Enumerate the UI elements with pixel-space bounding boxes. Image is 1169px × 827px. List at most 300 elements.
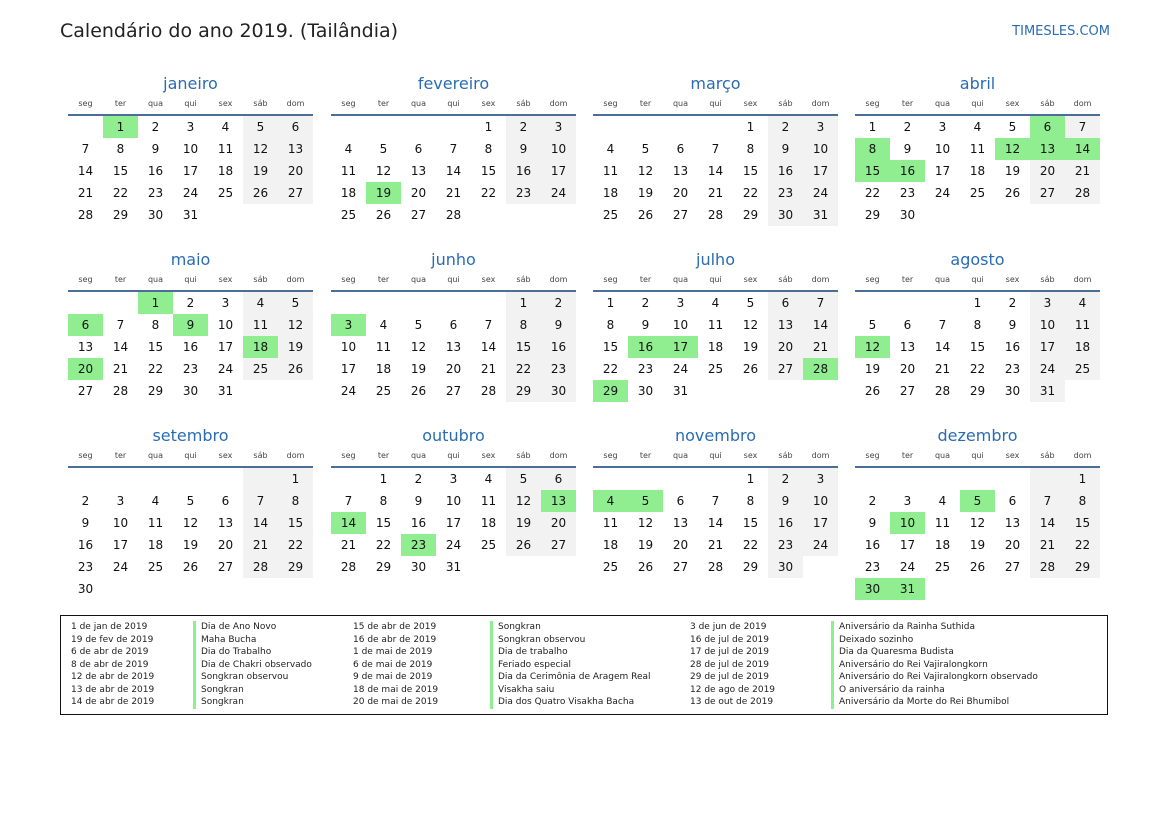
month-name: junho bbox=[431, 250, 476, 269]
day-cell: 30 bbox=[182, 384, 199, 398]
day-cell: 15 bbox=[375, 516, 392, 530]
legend-holiday-name: Dia do Trabalho bbox=[201, 647, 272, 657]
holiday-day-cell: 4 bbox=[593, 490, 628, 512]
empty-day-cell bbox=[331, 116, 366, 138]
legend-holiday-name: Songkran observou bbox=[498, 634, 586, 645]
day-cell: 24 bbox=[899, 560, 916, 574]
day-cell: 13 bbox=[768, 314, 803, 336]
weekday-label: qui bbox=[709, 99, 722, 108]
weekday-label: qua bbox=[672, 451, 689, 460]
day-cell: 24 bbox=[803, 534, 838, 556]
weekday-label: dom bbox=[1073, 99, 1092, 108]
day-cell: 5 bbox=[641, 142, 650, 156]
day-cell: 11 bbox=[707, 318, 724, 332]
day-cell: 12 bbox=[243, 138, 278, 160]
empty-day-cell bbox=[366, 116, 401, 138]
day-cell: 14 bbox=[480, 340, 497, 354]
day-cell: 25 bbox=[375, 384, 392, 398]
day-cell: 24 bbox=[340, 384, 357, 398]
day-cell: 8 bbox=[746, 142, 755, 156]
weekday-label: sex bbox=[481, 275, 496, 284]
empty-day-cell bbox=[243, 204, 278, 226]
legend-holiday-name: Songkran bbox=[201, 684, 244, 695]
day-grid bbox=[68, 116, 313, 226]
day-cell: 11 bbox=[147, 516, 164, 530]
day-cell: 26 bbox=[410, 384, 427, 398]
empty-day-cell bbox=[855, 468, 890, 490]
day-cell: 28 bbox=[480, 384, 497, 398]
weekday-label: sex bbox=[218, 275, 233, 284]
day-cell: 22 bbox=[864, 186, 881, 200]
empty-day-cell bbox=[733, 380, 768, 402]
day-cell: 22 bbox=[506, 358, 541, 380]
day-cell: 2 bbox=[506, 116, 541, 138]
weekday-label: sex bbox=[481, 451, 496, 460]
day-cell: 23 bbox=[768, 182, 803, 204]
day-grid bbox=[331, 468, 576, 578]
empty-day-cell bbox=[173, 468, 208, 490]
empty-day-cell bbox=[698, 116, 733, 138]
day-cell: 10 bbox=[182, 142, 199, 156]
day-cell: 25 bbox=[707, 362, 724, 376]
legend-holiday-name: Dia de Ano Novo bbox=[201, 622, 277, 632]
day-cell: 6 bbox=[903, 318, 912, 332]
weekday-header bbox=[593, 95, 838, 116]
day-cell: 20 bbox=[899, 362, 916, 376]
day-cell: 10 bbox=[541, 138, 576, 160]
day-cell: 14 bbox=[77, 164, 94, 178]
weekday-label: sáb bbox=[516, 99, 531, 108]
day-cell: 17 bbox=[899, 538, 916, 552]
weekday-label: qui bbox=[184, 451, 197, 460]
month-abril bbox=[855, 73, 1100, 226]
empty-day-cell bbox=[803, 380, 838, 402]
day-cell: 2 bbox=[186, 296, 195, 310]
empty-day-cell bbox=[1065, 380, 1100, 402]
day-cell: 20 bbox=[278, 160, 313, 182]
legend-date: 12 de ago de 2019 bbox=[690, 684, 776, 695]
day-cell: 13 bbox=[278, 138, 313, 160]
legend-holiday-name: O aniversário da rainha bbox=[839, 684, 945, 695]
legend-holiday-name: Maha Bucha bbox=[201, 634, 257, 645]
day-cell: 19 bbox=[637, 538, 654, 552]
legend-holiday-name: Visakha saiu bbox=[498, 684, 555, 695]
weekday-label: qua bbox=[147, 275, 164, 284]
empty-day-cell bbox=[541, 556, 576, 578]
weekday-header bbox=[855, 95, 1100, 116]
month-name: julho bbox=[696, 250, 735, 269]
day-cell: 14 bbox=[934, 340, 951, 354]
day-cell: 24 bbox=[445, 538, 462, 552]
day-cell: 10 bbox=[445, 494, 462, 508]
day-cell: 22 bbox=[480, 186, 497, 200]
empty-day-cell bbox=[698, 380, 733, 402]
empty-day-cell bbox=[663, 116, 698, 138]
day-cell: 12 bbox=[278, 314, 313, 336]
day-cell: 6 bbox=[768, 292, 803, 314]
day-cell: 27 bbox=[899, 384, 916, 398]
weekday-label: seg bbox=[341, 451, 356, 460]
day-cell: 23 bbox=[182, 362, 199, 376]
day-cell: 6 bbox=[449, 318, 458, 332]
day-cell: 13 bbox=[672, 516, 689, 530]
day-cell: 21 bbox=[340, 538, 357, 552]
day-cell: 8 bbox=[116, 142, 125, 156]
day-cell: 30 bbox=[768, 204, 803, 226]
day-cell: 11 bbox=[969, 142, 986, 156]
day-cell: 23 bbox=[541, 358, 576, 380]
day-cell: 24 bbox=[217, 362, 234, 376]
day-cell: 7 bbox=[344, 494, 353, 508]
day-cell: 1 bbox=[506, 292, 541, 314]
holiday-day-cell: 1 bbox=[103, 116, 138, 138]
day-cell: 2 bbox=[81, 494, 90, 508]
day-cell: 2 bbox=[768, 116, 803, 138]
empty-day-cell bbox=[506, 204, 541, 226]
legend-date: 19 de fev de 2019 bbox=[71, 634, 154, 645]
day-cell: 3 bbox=[186, 120, 195, 134]
day-cell: 18 bbox=[602, 186, 619, 200]
day-cell: 25 bbox=[480, 538, 497, 552]
month-dezembro bbox=[855, 425, 1100, 600]
day-cell: 2 bbox=[414, 472, 423, 486]
day-cell: 19 bbox=[506, 512, 541, 534]
empty-day-cell bbox=[68, 116, 103, 138]
day-cell: 2 bbox=[1008, 296, 1017, 310]
weekday-label: sáb bbox=[253, 451, 268, 460]
weekday-label: qua bbox=[934, 99, 951, 108]
day-cell: 7 bbox=[81, 142, 90, 156]
day-cell: 11 bbox=[217, 142, 234, 156]
day-cell: 18 bbox=[602, 538, 619, 552]
day-cell: 8 bbox=[506, 314, 541, 336]
weekday-label: qua bbox=[147, 99, 164, 108]
day-cell: 25 bbox=[243, 358, 278, 380]
day-cell: 21 bbox=[77, 186, 94, 200]
day-cell: 16 bbox=[506, 160, 541, 182]
weekday-label: qua bbox=[672, 275, 689, 284]
empty-day-cell bbox=[925, 578, 960, 600]
day-cell: 22 bbox=[742, 186, 759, 200]
legend-holiday-name: Aniversário do Rei Vajiralongkorn bbox=[839, 659, 988, 670]
empty-day-cell bbox=[208, 204, 243, 226]
day-cell: 5 bbox=[506, 468, 541, 490]
day-cell: 30 bbox=[1004, 384, 1021, 398]
empty-day-cell bbox=[628, 468, 663, 490]
day-cell: 13 bbox=[899, 340, 916, 354]
legend-date: 16 de abr de 2019 bbox=[353, 634, 437, 645]
day-cell: 31 bbox=[803, 204, 838, 226]
holiday-day-cell: 5 bbox=[960, 490, 995, 512]
holiday-day-cell: 19 bbox=[366, 182, 401, 204]
day-cell: 9 bbox=[868, 516, 877, 530]
day-grid bbox=[68, 292, 313, 402]
day-cell: 12 bbox=[506, 490, 541, 512]
day-cell: 22 bbox=[602, 362, 619, 376]
legend-holiday-name: Dia de Chakri observado bbox=[201, 659, 312, 670]
day-cell: 30 bbox=[410, 560, 427, 574]
day-cell: 16 bbox=[864, 538, 881, 552]
holiday-day-cell: 10 bbox=[890, 512, 925, 534]
legend-date: 1 de mai de 2019 bbox=[353, 647, 433, 657]
day-cell: 25 bbox=[602, 560, 619, 574]
day-cell: 17 bbox=[803, 160, 838, 182]
legend-date: 18 de mai de 2019 bbox=[353, 684, 439, 695]
day-cell: 3 bbox=[116, 494, 125, 508]
day-cell: 9 bbox=[903, 142, 912, 156]
legend-names-column bbox=[490, 621, 651, 709]
day-cell: 21 bbox=[1065, 160, 1100, 182]
month-name: fevereiro bbox=[417, 74, 490, 93]
day-cell: 14 bbox=[112, 340, 129, 354]
day-cell: 16 bbox=[410, 516, 427, 530]
empty-day-cell bbox=[278, 204, 313, 226]
weekday-label: sáb bbox=[1040, 99, 1055, 108]
day-cell: 3 bbox=[541, 116, 576, 138]
weekday-label: ter bbox=[639, 275, 652, 284]
day-cell: 2 bbox=[768, 468, 803, 490]
empty-day-cell bbox=[401, 292, 436, 314]
day-grid bbox=[331, 116, 576, 226]
legend-holiday-name: Dia de trabalho bbox=[498, 647, 568, 657]
weekday-label: seg bbox=[865, 275, 880, 284]
day-cell: 21 bbox=[707, 538, 724, 552]
day-cell: 29 bbox=[375, 560, 392, 574]
day-cell: 29 bbox=[969, 384, 986, 398]
month-agosto bbox=[855, 249, 1100, 402]
empty-day-cell bbox=[890, 292, 925, 314]
day-cell: 16 bbox=[147, 164, 164, 178]
weekday-label: sáb bbox=[1040, 275, 1055, 284]
day-cell: 28 bbox=[1065, 182, 1100, 204]
empty-day-cell bbox=[278, 380, 313, 402]
day-cell: 19 bbox=[243, 160, 278, 182]
holiday-day-cell: 9 bbox=[173, 314, 208, 336]
weekday-label: qua bbox=[410, 275, 427, 284]
day-cell: 1 bbox=[484, 120, 493, 134]
empty-day-cell bbox=[103, 468, 138, 490]
legend-holiday-name: Aniversário do Rei Vajiralongkorn observado bbox=[839, 672, 1038, 682]
day-cell: 27 bbox=[410, 208, 427, 222]
day-cell: 3 bbox=[1030, 292, 1065, 314]
day-cell: 28 bbox=[445, 208, 462, 222]
day-grid bbox=[855, 468, 1100, 600]
legend-holiday-name: Deixado sozinho bbox=[839, 634, 914, 645]
day-cell: 11 bbox=[340, 164, 357, 178]
day-cell: 25 bbox=[969, 186, 986, 200]
day-cell: 21 bbox=[445, 186, 462, 200]
day-cell: 12 bbox=[182, 516, 199, 530]
legend-date: 6 de abr de 2019 bbox=[71, 647, 149, 657]
holiday-day-cell: 13 bbox=[541, 490, 576, 512]
day-cell: 9 bbox=[506, 138, 541, 160]
month-name: maio bbox=[170, 250, 211, 269]
day-cell: 25 bbox=[1065, 358, 1100, 380]
legend-date: 6 de mai de 2019 bbox=[353, 659, 433, 670]
day-cell: 5 bbox=[414, 318, 423, 332]
day-cell: 21 bbox=[707, 186, 724, 200]
weekday-label: dom bbox=[1073, 275, 1092, 284]
day-cell: 8 bbox=[484, 142, 493, 156]
day-cell: 1 bbox=[606, 296, 615, 310]
weekday-label: dom bbox=[1073, 451, 1092, 460]
day-cell: 11 bbox=[1065, 314, 1100, 336]
empty-day-cell bbox=[925, 292, 960, 314]
day-grid bbox=[593, 468, 838, 578]
day-cell: 19 bbox=[742, 340, 759, 354]
day-cell: 27 bbox=[541, 534, 576, 556]
day-cell: 22 bbox=[112, 186, 129, 200]
weekday-label: ter bbox=[639, 99, 652, 108]
day-cell: 22 bbox=[147, 362, 164, 376]
weekday-label: dom bbox=[286, 99, 305, 108]
day-cell: 4 bbox=[221, 120, 230, 134]
day-cell: 20 bbox=[1030, 160, 1065, 182]
day-cell: 31 bbox=[445, 560, 462, 574]
day-cell: 16 bbox=[768, 160, 803, 182]
day-cell: 9 bbox=[768, 138, 803, 160]
site-link[interactable]: TIMESLES.COM bbox=[1012, 24, 1110, 39]
day-cell: 24 bbox=[1030, 358, 1065, 380]
day-cell: 4 bbox=[711, 296, 720, 310]
day-cell: 25 bbox=[147, 560, 164, 574]
day-cell: 15 bbox=[742, 516, 759, 530]
holiday-day-cell: 13 bbox=[1030, 138, 1065, 160]
day-cell: 30 bbox=[541, 380, 576, 402]
day-cell: 27 bbox=[77, 384, 94, 398]
legend-date: 13 de out de 2019 bbox=[690, 697, 774, 707]
day-cell: 17 bbox=[340, 362, 357, 376]
legend-date: 3 de jun de 2019 bbox=[690, 622, 767, 632]
day-cell: 26 bbox=[243, 182, 278, 204]
weekday-label: ter bbox=[114, 275, 127, 284]
day-cell: 12 bbox=[375, 164, 392, 178]
empty-day-cell bbox=[243, 468, 278, 490]
day-cell: 14 bbox=[803, 314, 838, 336]
day-cell: 18 bbox=[480, 516, 497, 530]
day-cell: 3 bbox=[449, 472, 458, 486]
day-cell: 21 bbox=[803, 336, 838, 358]
weekday-label: dom bbox=[549, 451, 568, 460]
day-cell: 30 bbox=[77, 582, 94, 596]
empty-day-cell bbox=[890, 468, 925, 490]
day-cell: 28 bbox=[1030, 556, 1065, 578]
day-cell: 5 bbox=[243, 116, 278, 138]
weekday-label: sex bbox=[218, 451, 233, 460]
day-cell: 4 bbox=[379, 318, 388, 332]
weekday-label: sex bbox=[218, 99, 233, 108]
empty-day-cell bbox=[1030, 468, 1065, 490]
day-cell: 9 bbox=[1008, 318, 1017, 332]
month-janeiro bbox=[68, 73, 313, 226]
holiday-day-cell: 28 bbox=[803, 358, 838, 380]
weekday-label: seg bbox=[78, 451, 93, 460]
month-name: setembro bbox=[152, 426, 229, 445]
empty-day-cell bbox=[331, 292, 366, 314]
day-cell: 25 bbox=[217, 186, 234, 200]
legend-date: 29 de jul de 2019 bbox=[690, 672, 770, 682]
day-cell: 13 bbox=[410, 164, 427, 178]
day-cell: 12 bbox=[410, 340, 427, 354]
weekday-label: seg bbox=[78, 275, 93, 284]
empty-day-cell bbox=[506, 556, 541, 578]
weekday-label: qua bbox=[934, 451, 951, 460]
weekday-label: sex bbox=[743, 451, 758, 460]
day-cell: 24 bbox=[672, 362, 689, 376]
day-cell: 12 bbox=[637, 164, 654, 178]
day-cell: 4 bbox=[1065, 292, 1100, 314]
day-cell: 13 bbox=[672, 164, 689, 178]
month-julho bbox=[593, 249, 838, 402]
day-cell: 4 bbox=[484, 472, 493, 486]
day-cell: 16 bbox=[1004, 340, 1021, 354]
month-outubro bbox=[331, 425, 576, 578]
day-cell: 19 bbox=[864, 362, 881, 376]
holiday-legend bbox=[60, 615, 1108, 715]
holiday-day-cell: 16 bbox=[890, 160, 925, 182]
day-cell: 31 bbox=[672, 384, 689, 398]
day-cell: 4 bbox=[243, 292, 278, 314]
day-cell: 7 bbox=[449, 142, 458, 156]
empty-day-cell bbox=[138, 468, 173, 490]
day-cell: 29 bbox=[1065, 556, 1100, 578]
day-cell: 2 bbox=[868, 494, 877, 508]
day-cell: 27 bbox=[217, 560, 234, 574]
day-cell: 15 bbox=[742, 164, 759, 178]
weekday-label: dom bbox=[811, 275, 830, 284]
empty-day-cell bbox=[960, 578, 995, 600]
weekday-label: dom bbox=[286, 275, 305, 284]
empty-day-cell bbox=[243, 380, 278, 402]
legend-holiday-name: Songkran bbox=[201, 697, 244, 707]
day-cell: 9 bbox=[768, 490, 803, 512]
empty-day-cell bbox=[803, 556, 838, 578]
weekday-label: ter bbox=[639, 451, 652, 460]
holiday-day-cell: 8 bbox=[855, 138, 890, 160]
weekday-label: sáb bbox=[778, 99, 793, 108]
day-cell: 28 bbox=[707, 560, 724, 574]
weekday-label: qui bbox=[709, 451, 722, 460]
holiday-day-cell: 20 bbox=[68, 358, 103, 380]
holiday-day-cell: 18 bbox=[243, 336, 278, 358]
empty-day-cell bbox=[593, 116, 628, 138]
empty-day-cell bbox=[995, 578, 1030, 600]
day-cell: 27 bbox=[445, 384, 462, 398]
day-cell: 10 bbox=[340, 340, 357, 354]
holiday-day-cell: 3 bbox=[331, 314, 366, 336]
day-cell: 23 bbox=[864, 560, 881, 574]
day-cell: 9 bbox=[151, 142, 160, 156]
empty-day-cell bbox=[401, 116, 436, 138]
holiday-day-cell: 29 bbox=[593, 380, 628, 402]
weekday-label: qua bbox=[672, 99, 689, 108]
day-cell: 12 bbox=[637, 516, 654, 530]
day-cell: 6 bbox=[1008, 494, 1017, 508]
empty-day-cell bbox=[960, 204, 995, 226]
day-cell: 15 bbox=[147, 340, 164, 354]
day-cell: 20 bbox=[541, 512, 576, 534]
day-cell: 24 bbox=[803, 182, 838, 204]
day-cell: 23 bbox=[77, 560, 94, 574]
day-cell: 5 bbox=[746, 296, 755, 310]
empty-day-cell bbox=[1065, 204, 1100, 226]
day-cell: 18 bbox=[707, 340, 724, 354]
day-cell: 5 bbox=[1008, 120, 1017, 134]
day-cell: 23 bbox=[899, 186, 916, 200]
day-cell: 18 bbox=[147, 538, 164, 552]
day-cell: 31 bbox=[1030, 380, 1065, 402]
holiday-day-cell: 31 bbox=[890, 578, 925, 600]
